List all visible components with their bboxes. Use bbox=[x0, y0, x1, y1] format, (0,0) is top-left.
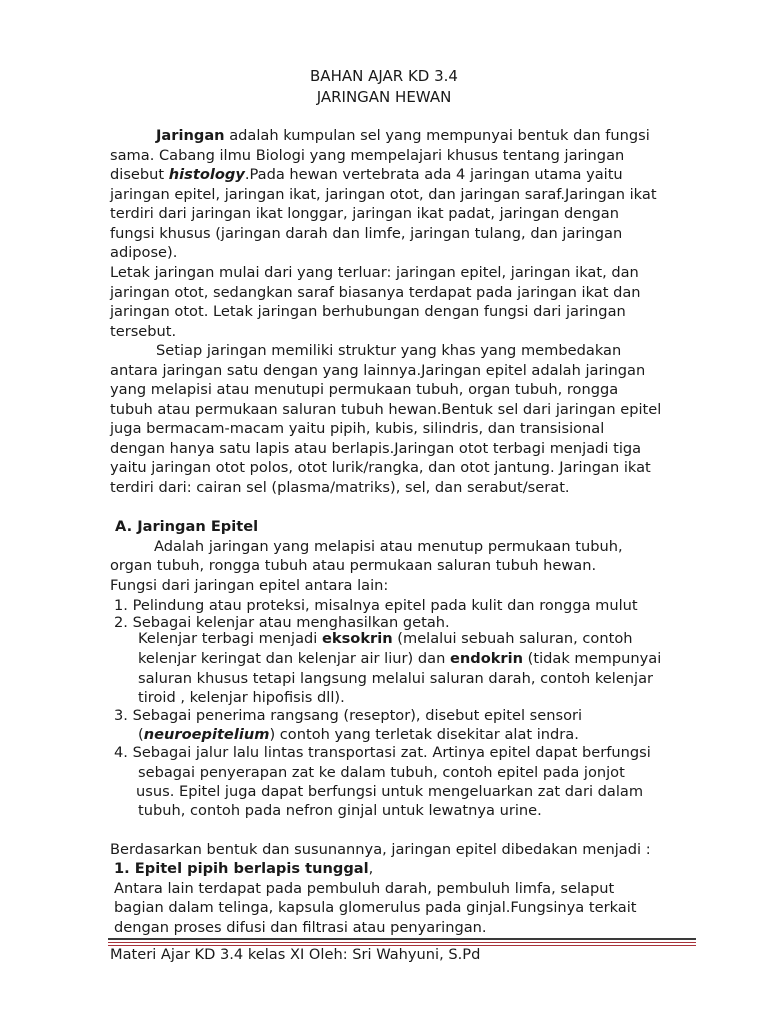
section-a-para-3: Fungsi dari jaringan epitel antara lain: bbox=[110, 577, 389, 594]
list-item-2-line-2-pre: Kelenjar terbagi menjadi bbox=[138, 630, 323, 647]
intro-line-14: yang melapisi atau menutupi permukaan tubuh, organ tubuh, rongga bbox=[110, 381, 619, 398]
list-item-4-line-2: sebagai penyerapan zat ke dalam tubuh, contoh epitel pada jonjot bbox=[138, 764, 625, 781]
term-histology: histology bbox=[168, 166, 245, 183]
subsection-1-heading bbox=[114, 860, 373, 877]
intro-line-7: adipose). bbox=[110, 244, 178, 261]
section-a-heading: A. Jaringan Epitel bbox=[115, 518, 259, 535]
intro-line-6: fungsi khusus (jaringan darah dan limfe, jaringan tulang, dan jaringan bbox=[110, 225, 623, 242]
intro-line-10: jaringan otot. Letak jaringan berhubungan dengan fungsi dari jaringan bbox=[110, 303, 626, 320]
list-item-2-line-3 bbox=[138, 650, 661, 667]
intro-line-17: dengan hanya satu lapis atau berlapis.Jaringan otot terbagi menjadi tiga bbox=[110, 440, 642, 457]
intro-line-16: juga bermacam-macam yaitu pipih, kubis, silindris, dan transisional bbox=[110, 420, 605, 437]
list-item-2-line-2-text: (melalui sebuah saluran, contoh bbox=[392, 630, 633, 647]
section-a-para-1: Adalah jaringan yang melapisi atau menutup permukaan tubuh, bbox=[154, 538, 623, 555]
list-item-3: 3. Sebagai penerima rangsang (reseptor), disebut epitel sensori bbox=[114, 707, 583, 724]
intro-line-5: terdiri dari jaringan ikat longgar, jaringan ikat padat, jaringan dengan bbox=[110, 205, 619, 222]
footer-divider-red bbox=[108, 942, 696, 943]
intro-line-15: tubuh atau permukaan saluran tubuh hewan.Bentuk sel dari jaringan epitel bbox=[110, 401, 662, 418]
section-a-para-2: organ tubuh, rongga tubuh atau permukaan saluran tubuh hewan. bbox=[110, 557, 597, 574]
page-footer: Materi Ajar KD 3.4 kelas XI Oleh: Sri Wahyuni, S.Pd bbox=[110, 946, 481, 963]
term-jaringan: Jaringan bbox=[156, 127, 225, 144]
list-item-2-line-3-pre: kelenjar keringat dan kelenjar air liur) dan bbox=[138, 650, 450, 667]
term-endokrin: endokrin bbox=[449, 650, 524, 667]
list-item-3-line-2-pre: ( bbox=[138, 726, 144, 743]
list-item-2-line-2 bbox=[138, 630, 633, 647]
intro-line-12: Setiap jaringan memiliki struktur yang khas yang membedakan bbox=[156, 342, 622, 359]
list-item-2-line-5: tiroid , kelenjar hipofisis dll). bbox=[138, 689, 345, 706]
intro-line-1 bbox=[156, 127, 650, 144]
list-item-2: 2. Sebagai kelenjar atau menghasilkan getah. bbox=[114, 614, 450, 631]
intro-line-3-text: .Pada hewan vertebrata ada 4 jaringan utama yaitu bbox=[244, 166, 623, 183]
list-item-2-line-4: saluran khusus tetapi langsung melalui saluran darah, contoh kelenjar bbox=[138, 670, 654, 687]
list-item-4-line-3: usus. Epitel juga dapat berfungsi untuk mengeluarkan zat dari dalam bbox=[136, 783, 644, 800]
term-neuroepitelium: neuroepitelium bbox=[143, 726, 270, 743]
intro-line-11: tersebut. bbox=[110, 323, 177, 340]
subsection-1-line-3: dengan proses difusi dan filtrasi atau penyaringan. bbox=[114, 919, 487, 936]
intro-line-9: jaringan otot, sedangkan saraf biasanya terdapat pada jaringan ikat dan bbox=[110, 284, 641, 301]
subsection-1-line-2: bagian dalam telinga, kapsula glomerulus pada ginjal.Fungsinya terkait bbox=[114, 899, 637, 916]
intro-line-19: terdiri dari: cairan sel (plasma/matriks), sel, dan serabut/serat. bbox=[110, 479, 570, 496]
intro-line-13: antara jaringan satu dengan yang lainnya.Jaringan epitel adalah jaringan bbox=[110, 362, 646, 379]
term-eksokrin: eksokrin bbox=[322, 630, 393, 647]
list-item-3-line-2 bbox=[138, 726, 579, 743]
list-item-1: 1. Pelindung atau proteksi, misalnya epitel pada kulit dan rongga mulut bbox=[114, 597, 638, 614]
footer-divider-dark bbox=[108, 938, 696, 940]
intro-line-2: sama. Cabang ilmu Biologi yang mempelajari khusus tentang jaringan bbox=[110, 147, 625, 164]
intro-line-3 bbox=[110, 166, 623, 183]
list-item-4: 4. Sebagai jalur lalu lintas transportasi zat. Artinya epitel dapat berfungsi bbox=[114, 744, 651, 761]
intro-line-18: yaitu jaringan otot polos, otot lurik/rangka, dan otot jantung. Jaringan ikat bbox=[110, 459, 651, 476]
document-title: BAHAN AJAR KD 3.4 bbox=[310, 67, 458, 85]
subsection-1-title: 1. Epitel pipih berlapis tunggal bbox=[114, 860, 369, 877]
subsection-1-line-1: Antara lain terdapat pada pembuluh darah, pembuluh limfa, selaput bbox=[114, 880, 615, 897]
document-subtitle: JARINGAN HEWAN bbox=[316, 88, 452, 106]
list-item-4-line-4: tubuh, contoh pada nefron ginjal untuk lewatnya urine. bbox=[138, 802, 542, 819]
subsection-1-comma: , bbox=[368, 860, 374, 877]
intro-line-3-pre: disebut bbox=[110, 166, 169, 183]
intro-line-4: jaringan epitel, jaringan ikat, jaringan otot, dan jaringan saraf.Jaringan ikat bbox=[110, 186, 657, 203]
list-item-2-line-3-text: (tidak mempunyai bbox=[523, 650, 662, 667]
classification-intro: Berdasarkan bentuk dan susunannya, jaringan epitel dibedakan menjadi : bbox=[110, 841, 651, 858]
intro-line-1-text: adalah kumpulan sel yang mempunyai bentuk dan fungsi bbox=[224, 127, 650, 144]
list-item-3-line-2-text: ) contoh yang terletak disekitar alat indra. bbox=[269, 726, 579, 743]
intro-line-8: Letak jaringan mulai dari yang terluar: jaringan epitel, jaringan ikat, dan bbox=[110, 264, 639, 281]
